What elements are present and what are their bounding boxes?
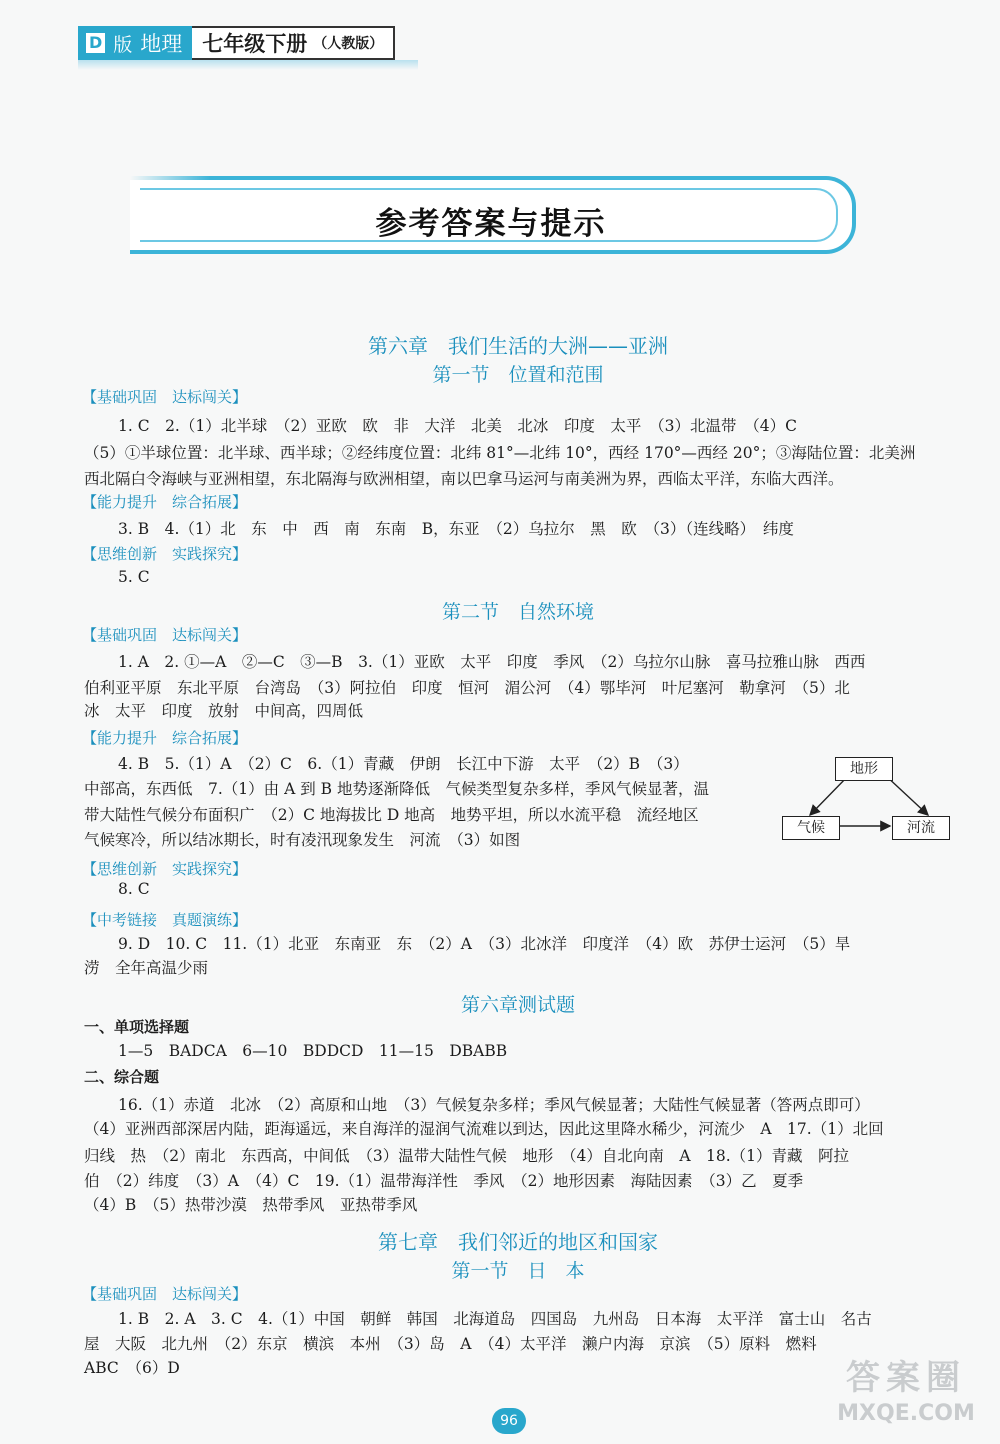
answer-line: 1. B 2. A 3. C 4.（1）中国 朝鲜 韩国 北海道岛 四国岛 九州岛 日本海 太平洋 富士山 名古 bbox=[118, 1310, 872, 1328]
arrow-landform-to-climate bbox=[810, 775, 849, 815]
answer-line: 归线 热 （2）南北 东西高，中间低 （3）温带大陆性气候 地形 （4）自北向南 A 18.（1）青藏 阿拉 bbox=[84, 1147, 850, 1165]
test-heading-comprehensive: 二、综合题 bbox=[84, 1068, 160, 1086]
answer-line: 伯利亚平原 东北平原 台湾岛 （3）阿拉伯 印度 恒河 湄公河 （4）鄂毕河 叶尼塞河 勒拿河 （5）北 bbox=[84, 679, 850, 697]
answer-line: （5）①半球位置：北半球、西半球；②经纬度位置：北纬 81°—北纬 10°，西经 170°—西经 20°；③海陆位置：北美洲 bbox=[84, 444, 916, 462]
answer-line: 带大陆性气候分布面积广 （2）C 地海拔比 D 地高 地势平坦，所以水流平稳 流经地区 bbox=[84, 806, 699, 824]
answer-line: 气候寒冷，所以结冰期长，时有凌汛现象发生 河流 （3）如图 bbox=[84, 831, 521, 849]
answer-line: ABC （6）D bbox=[84, 1359, 180, 1377]
watermark-logo-text: 答案圈 bbox=[846, 1358, 966, 1398]
arrow-landform-river bbox=[885, 775, 928, 815]
diagram-box-landform: 地形 bbox=[835, 757, 893, 781]
answer-line: 冰 太平 印度 放射 中间高，四周低 bbox=[84, 702, 364, 720]
grade-label bbox=[192, 26, 395, 60]
edition-text: （人教版） bbox=[313, 36, 384, 52]
diagram-box-climate: 气候 bbox=[782, 816, 840, 840]
answer-line: 4. B 5.（1）A （2）C 6.（1）青藏 伊朗 长江中下游 太平 （2）B （3） bbox=[118, 755, 689, 773]
chapter-7-title: 第七章 我们邻近的地区和国家 bbox=[378, 1230, 658, 1254]
diagram-box-river: 河流 bbox=[892, 816, 950, 840]
ch6-test-title: 第六章测试题 bbox=[460, 994, 575, 1016]
answer-line: 屋 大阪 北九州 （2）东京 横滨 本州 （3）岛 A （4）太平洋 濑户内海 京滨 （5）原料 燃料 bbox=[84, 1335, 817, 1353]
landform-climate-river-diagram bbox=[782, 755, 952, 845]
answer-line: 1. A 2. ①—A ②—C ③—B 3.（1）亚欧 太平 印度 季风 （2）乌拉尔山脉 喜马拉雅山脉 西西 bbox=[118, 653, 866, 671]
chapter-6-title: 第六章 我们生活的大洲——亚洲 bbox=[368, 334, 668, 358]
banner-title: 参考答案与提示 bbox=[375, 206, 607, 242]
watermark-url: MXQE.COM bbox=[837, 1401, 975, 1426]
answer-line: 8. C bbox=[118, 880, 150, 898]
answer-line: 西北隔白令海峡与亚洲相望，东北隔海与欧洲相望，南以巴拿马运河与南美洲为界，西临太平洋，东临大西洋。 bbox=[84, 470, 844, 488]
answer-line: （4）亚洲西部深居内陆，距海遥远，来自海洋的湿润气流难以到达，因此这里降水稀少，河流少 A 17.（1）北回 bbox=[84, 1120, 884, 1138]
answer-line: 5. C bbox=[118, 568, 150, 586]
page-number: 96 bbox=[492, 1408, 526, 1434]
ch6-s1-label-thinking: 【思维创新 实践探究】 bbox=[82, 545, 248, 563]
answer-line: 中部高，东西低 7.（1）由 A 到 B 地势逐渐降低 气候类型复杂多样，季风气候显著，温 bbox=[84, 780, 709, 798]
site-watermark bbox=[816, 1356, 996, 1440]
answer-line: 3. B 4.（1）北 东 中 西 南 东南 B，东亚 （2）乌拉尔 黑 欧 （3）（连线略） 纬度 bbox=[118, 520, 794, 538]
answer-line: 1—5 BADCA 6—10 BDDCD 11—15 DBABB bbox=[118, 1042, 508, 1060]
answer-line: （4）B （5）热带沙漠 热带季风 亚热带季风 bbox=[84, 1196, 418, 1214]
ch6-s1-label-basic: 【基础巩固 达标闯关】 bbox=[82, 388, 248, 406]
ch6-section-1-title: 第一节 位置和范围 bbox=[432, 364, 604, 386]
title-banner bbox=[130, 176, 856, 254]
ch6-s1-label-ability: 【能力提升 综合拓展】 bbox=[82, 493, 248, 511]
ch7-s1-label-basic: 【基础巩固 达标闯关】 bbox=[82, 1285, 248, 1303]
answer-line: 9. D 10. C 11.（1）北亚 东南亚 东 （2）A （3）北冰洋 印度洋 （4）欧 苏伊士运河 （5）旱 bbox=[118, 935, 851, 953]
grade-text: 七年级下册 bbox=[202, 31, 308, 56]
page-header bbox=[78, 24, 395, 62]
ch6-s2-label-thinking: 【思维创新 实践探究】 bbox=[82, 860, 248, 878]
ch6-s2-label-exam: 【中考链接 真题演练】 bbox=[82, 911, 248, 929]
edition-char: 版 bbox=[113, 33, 133, 56]
answer-line: 涝 全年高温少雨 bbox=[84, 959, 209, 977]
ch6-s2-label-ability: 【能力提升 综合拓展】 bbox=[82, 729, 248, 747]
ch6-section-2-title: 第二节 自然环境 bbox=[441, 601, 594, 623]
ch7-section-1-title: 第一节 日 本 bbox=[451, 1260, 585, 1282]
subject-name: 地理 bbox=[140, 32, 183, 56]
ch6-s2-label-basic: 【基础巩固 达标闯关】 bbox=[82, 626, 248, 644]
subject-badge bbox=[78, 26, 192, 60]
header-underline bbox=[78, 60, 418, 70]
answer-line: 16.（1）赤道 北冰 （2）高原和山地 （3）气候复杂多样；季风气候显著；大陆性气候显著（答两点即可） bbox=[118, 1096, 870, 1114]
answer-line: 1. C 2.（1）北半球 （2）亚欧 欧 非 大洋 北美 北冰 印度 太平 （3）北温带 （4）C bbox=[118, 417, 797, 435]
answer-line: 伯 （2）纬度 （3）A （4）C 19.（1）温带海洋性 季风 （2）地形因素 海陆因素 （3）乙 夏季 bbox=[84, 1172, 804, 1190]
edition-letter: D bbox=[86, 33, 105, 53]
test-heading-single-choice: 一、单项选择题 bbox=[84, 1018, 190, 1036]
